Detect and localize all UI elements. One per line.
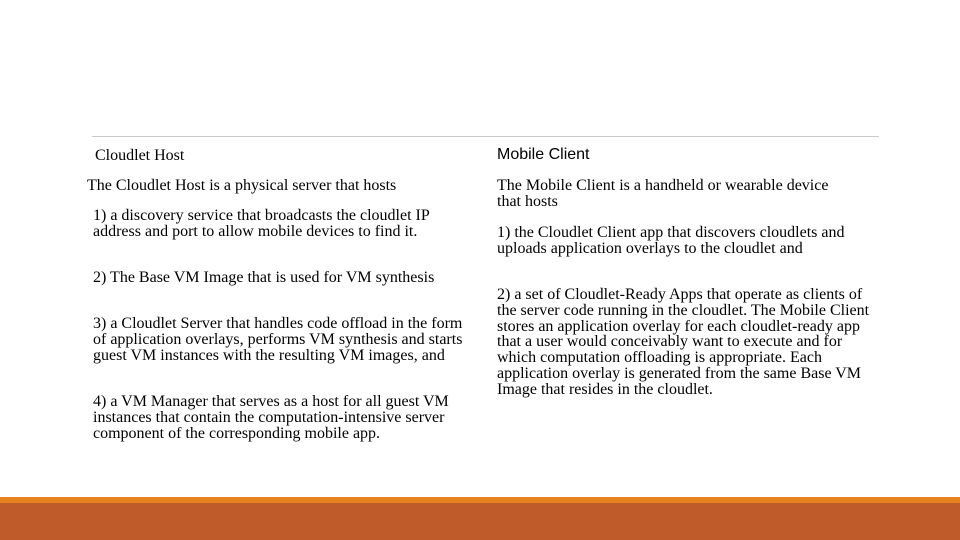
cloudlet-host-intro: The Cloudlet Host is a physical server that hosts bbox=[87, 177, 397, 194]
mobile-client-item-1: 1) the Cloudlet Client app that discovers cloudlets and uploads application overlays to the cloudlet and bbox=[497, 224, 845, 257]
cloudlet-host-item-4: 4) a VM Manager that serves as a host for all guest VM instances that contain the computation-intensive server component of the corresponding mobile app. bbox=[93, 393, 449, 442]
mobile-client-item-2: 2) a set of Cloudlet-Ready Apps that operate as clients of the server code running in the cloudlet. The Mobile Client stores an application overlay for each cloudlet-ready app that a user would conceivably want to execute and for which computation offloading is appropriate. Each application overlay is generated from the same Base VM Image that resides in the cloudlet. bbox=[497, 286, 870, 398]
cloudlet-host-item-2: 2) The Base VM Image that is used for VM synthesis bbox=[93, 269, 435, 286]
footer-band bbox=[0, 503, 960, 540]
cloudlet-host-item-3: 3) a Cloudlet Server that handles code offload in the form of application overlays, performs VM synthesis and starts guest VM instances with the resulting VM images, and bbox=[93, 315, 463, 364]
mobile-client-heading: Mobile Client bbox=[497, 146, 590, 163]
mobile-client-intro: The Mobile Client is a handheld or wearable device that hosts bbox=[497, 177, 829, 210]
header-divider bbox=[92, 136, 879, 137]
cloudlet-host-heading: Cloudlet Host bbox=[95, 147, 185, 164]
cloudlet-host-item-1: 1) a discovery service that broadcasts the cloudlet IP address and port to allow mobile devices to find it. bbox=[93, 207, 430, 240]
